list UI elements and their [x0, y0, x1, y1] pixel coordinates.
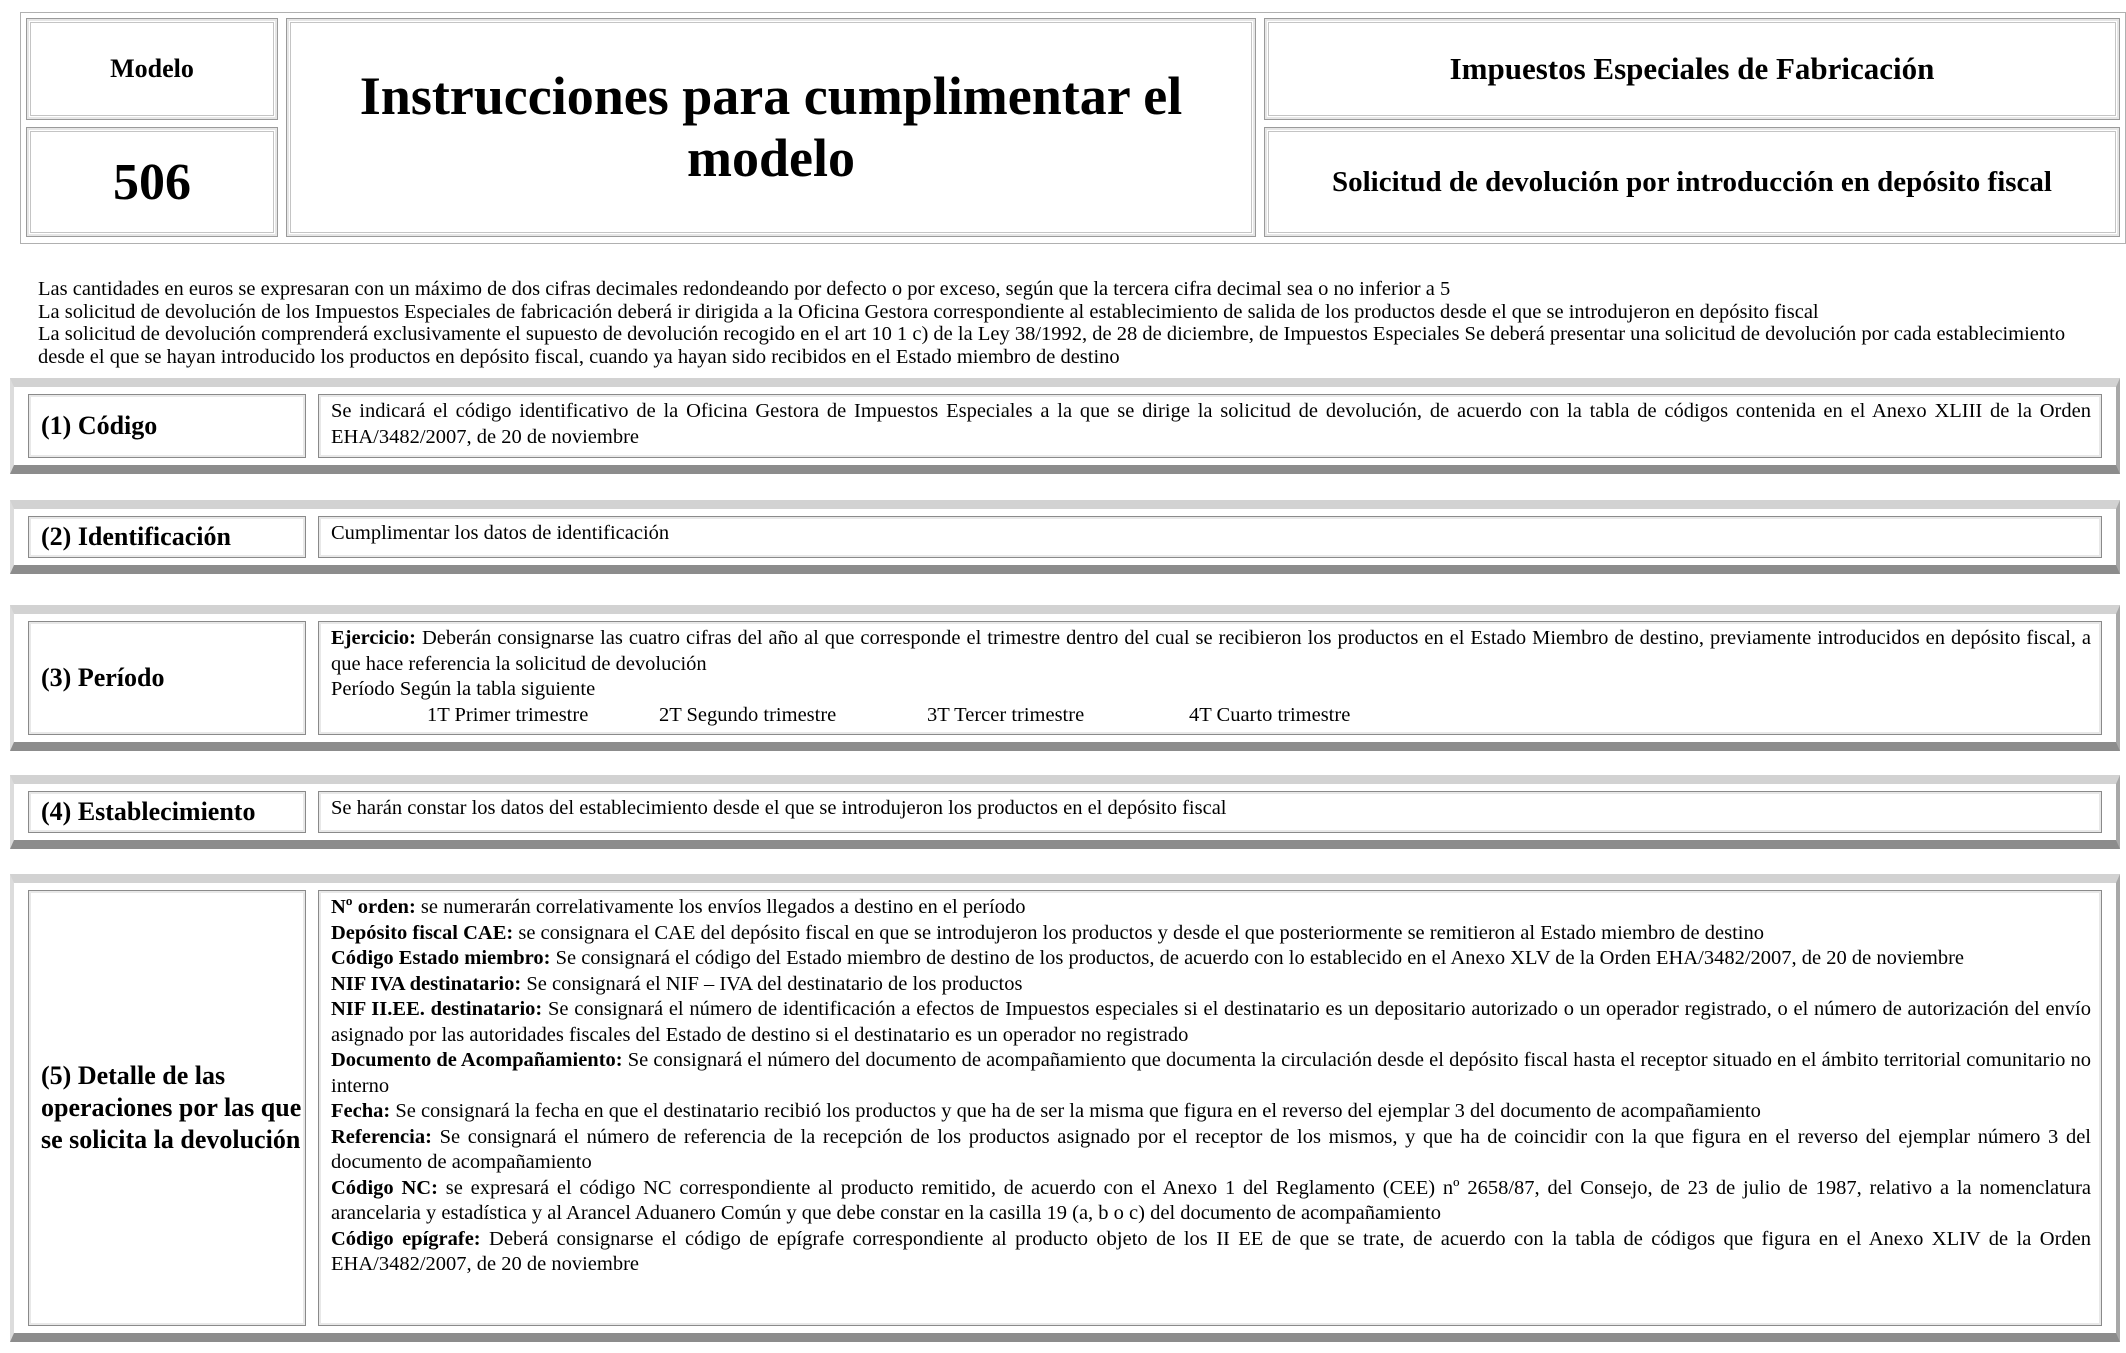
detalle-item [331, 1125, 2091, 1176]
detalle-item [331, 895, 2091, 921]
detalle-term: Código Estado miembro: [331, 947, 551, 969]
detalle-text: se consignara el CAE del depósito fiscal en que se introdujeron los productos y desde el que posteriormente se remitieron al Estado miembro de destino [513, 921, 1764, 944]
detalle-text: se expresará el código NC correspondiente al producto remitido, de acuerdo con el Anexo 1 del Reglamento (CEE) nº 2658/87, del Consejo, de 23 de julio de 1987, relativo a la nomenclatura arancelaria y estadística y al Arancel Aduanero Común y que debe constar en la casilla 19 (a, b o c) del documento de acompañamiento [331, 1176, 2092, 1224]
detalle-term: Nº orden: [331, 896, 416, 918]
detalle-text: Se consignará el número de referencia de la recepción de los productos asignado por el receptor de los mismos, y que ha de coincidir con la que figura en el reverso del ejemplar número 3 del documento de acompañamiento [331, 1125, 2091, 1173]
detalle-item [331, 1227, 2091, 1278]
detalle-item [331, 972, 2091, 998]
period-3t: 3T Tercer trimestre [927, 703, 1085, 726]
section-label: (2) Identificación [28, 516, 306, 558]
detalle-text: se numerarán correlativamente los envíos llegados a destino en el período [415, 896, 1026, 918]
intro-paragraph: La solicitud de devolución de los Impuestos Especiales de fabricación deberá ir dirigida a la Oficina Gestora correspondiente al establecimiento de salida de los productos desde el que se introdujeron en depósito fiscal [38, 300, 1819, 323]
period-2t: 2T Segundo trimestre [659, 703, 837, 726]
section-content [318, 621, 2102, 735]
ejercicio-text: Deberán consignarse las cuatro cifras del año al que corresponde el trimestre dentro del cual se recibieron los productos en el Estado Miembro de destino, previamente introducidos en depósito fiscal, a que hace referencia la solicitud de devolución [331, 627, 2091, 675]
modelo-label: Modelo [110, 54, 194, 83]
periods-row [331, 703, 2091, 729]
period-4t: 4T Cuarto trimestre [1189, 703, 1351, 726]
modelo-number: 506 [113, 153, 191, 211]
modelo-number-box [26, 127, 278, 237]
title-box [286, 18, 1256, 237]
section-label: (4) Establecimiento [28, 791, 306, 833]
modelo-label-box [26, 18, 278, 120]
intro-paragraph: Las cantidades en euros se expresaran con un máximo de dos cifras decimales redondeando por defecto o por exceso, según que la tercera cifra decimal sea o no inferior a 5 [38, 278, 1451, 300]
detalle-item [331, 921, 2091, 947]
section-content [318, 791, 2102, 833]
form-header [20, 12, 2120, 243]
detalle-term: Código epígrafe: [331, 1227, 481, 1250]
section-periodo [10, 605, 2120, 751]
detalle-item [331, 1048, 2091, 1099]
section-detalle [10, 874, 2120, 1342]
detalle-item [331, 1099, 2091, 1125]
detalle-text: Se consignará el número de identificación a efectos de Impuestos especiales si el destinatario es un depositario autorizado o un operador registrado, o el número de autorización del envío asignado por las autoridades fiscales del Estado de destino si el destinatario es un operador no registrado [331, 998, 2091, 1046]
detalle-term: NIF II.EE. destinatario: [331, 998, 543, 1020]
detalle-term: NIF IVA destinatario: [331, 972, 522, 995]
period-1t: 1T Primer trimestre [427, 703, 589, 726]
section-label: (1) Código [28, 394, 306, 458]
subtitle-box [1264, 127, 2120, 237]
section-content [318, 394, 2102, 458]
detalle-item [331, 946, 2091, 972]
detalle-text: Se consignará el número del documento de acompañamiento que documenta la circulación desde el depósito fiscal hasta el receptor situado en el ámbito territorial comunitario no interno [331, 1049, 2091, 1097]
ejercicio-paragraph [331, 626, 2091, 677]
form-subtitle: Solicitud de devolución por introducción en depósito fiscal [1332, 165, 2052, 198]
tax-type: Impuestos Especiales de Fabricación [1449, 51, 1935, 86]
section-codigo [10, 378, 2120, 474]
detalle-text: Se consignará el código del Estado miembro de destino de los productos, de acuerdo con lo establecido en el Anexo XLV de la Orden EHA/3482/2007, de 20 de noviembre [550, 947, 1965, 969]
detalle-term: Documento de Acompañamiento: [331, 1049, 623, 1071]
identificacion-text: Cumplimentar los datos de identificación [331, 522, 670, 544]
detalle-text: Se consignará la fecha en que el destinatario recibió los productos y que ha de ser la misma que figura en el reverso del ejemplar 3 del documento de acompañamiento [390, 1100, 1761, 1122]
intro-text [38, 278, 2098, 368]
section-label: (3) Período [28, 621, 306, 735]
section-content [318, 516, 2102, 558]
section-establecimiento [10, 775, 2120, 849]
periodo-line: Período Según la tabla siguiente [331, 678, 596, 700]
detalle-term: Fecha: [331, 1100, 391, 1122]
codigo-text: Se indicará el código identificativo de la Oficina Gestora de Impuestos Especiales a la que se dirige la solicitud de devolución, de acuerdo con la tabla de códigos contenida en el Anexo XLIII de la Orden EHA/3482/2007, de 20 de noviembre [331, 400, 2091, 448]
ejercicio-term: Ejercicio: [331, 627, 416, 649]
tax-type-box [1264, 18, 2120, 120]
section-label: (5) Detalle de las operaciones por las que se solicita la devolución [28, 890, 306, 1326]
detalle-text: Se consignará el NIF – IVA del destinatario de los productos [521, 972, 1023, 995]
page-title: Instrucciones para cumplimentar el modelo [359, 66, 1183, 188]
section-identificacion [10, 500, 2120, 574]
detalle-item [331, 997, 2091, 1048]
detalle-term: Referencia: [331, 1125, 432, 1148]
establecimiento-text: Se harán constar los datos del establecimiento desde el que se introdujeron los productos en el depósito fiscal [331, 797, 1227, 819]
detalle-term: Código NC: [331, 1176, 438, 1199]
section-content [318, 890, 2102, 1326]
intro-paragraph: La solicitud de devolución comprenderá exclusivamente el supuesto de devolución recogido en el art 10 1 c) de la Ley 38/1992, de 28 de diciembre, de Impuestos Especiales Se deberá presentar una solicitud de devolución por cada establecimiento desde el que se hayan introducido los productos en depósito fiscal, cuando ya hayan sido recibidos en el Estado miembro de destino [38, 323, 2066, 368]
detalle-item [331, 1176, 2091, 1227]
detalle-text: Deberá consignarse el código de epígrafe correspondiente al producto objeto de los II EE de que se trate, de acuerdo con la tabla de códigos que figura en el Anexo XLIV de la Orden EHA/3482/2007, de 20 de noviembre [331, 1227, 2091, 1275]
detalle-term: Depósito fiscal CAE: [331, 921, 514, 944]
